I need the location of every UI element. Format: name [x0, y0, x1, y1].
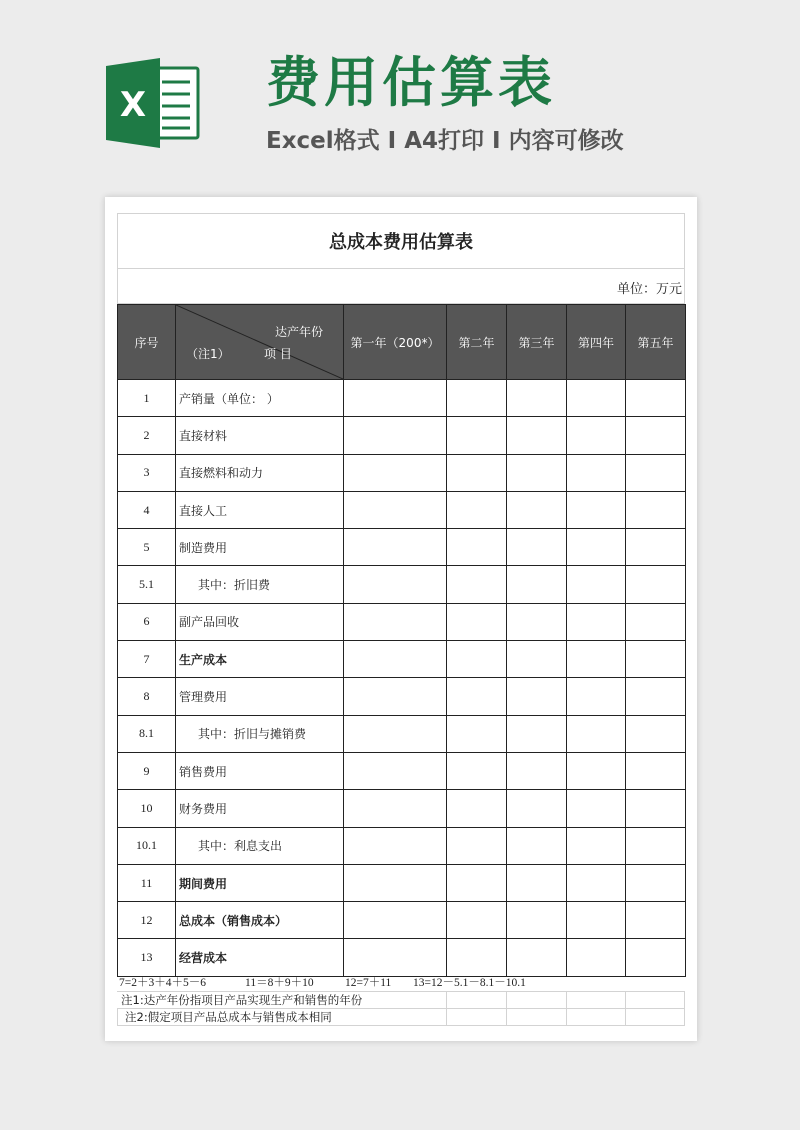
value-cell-year-3[interactable] — [507, 491, 567, 528]
header-diagonal-cell — [176, 305, 344, 380]
header-seq: 序号 — [118, 305, 176, 380]
value-cell-year-2[interactable] — [447, 417, 507, 454]
row-item: 生产成本 — [176, 641, 344, 678]
unit-label: 单位：万元 — [117, 268, 685, 304]
row-number: 5 — [118, 529, 176, 566]
row-number: 11 — [118, 864, 176, 901]
value-cell-year-1[interactable] — [344, 827, 447, 864]
row-item: 直接燃料和动力 — [176, 454, 344, 491]
row-number: 7 — [118, 641, 176, 678]
value-cell-year-5[interactable] — [626, 603, 686, 640]
row-number: 3 — [118, 454, 176, 491]
value-cell-year-5[interactable] — [626, 715, 686, 752]
row-number: 2 — [118, 417, 176, 454]
table-row — [118, 827, 686, 864]
value-cell-year-4[interactable] — [567, 380, 626, 417]
row-number: 13 — [118, 939, 176, 976]
table-row — [118, 939, 686, 976]
table-row — [118, 790, 686, 827]
row-item: 期间费用 — [176, 864, 344, 901]
row-item: 总成本（销售成本） — [176, 902, 344, 939]
table-row — [118, 752, 686, 789]
value-cell-year-1[interactable] — [344, 864, 447, 901]
row-number: 1 — [118, 380, 176, 417]
value-cell-year-5[interactable] — [626, 827, 686, 864]
value-cell-year-1[interactable] — [344, 454, 447, 491]
value-cell-year-2[interactable] — [447, 641, 507, 678]
value-cell-year-4[interactable] — [567, 454, 626, 491]
value-cell-year-2[interactable] — [447, 491, 507, 528]
value-cell-year-1[interactable] — [344, 678, 447, 715]
formula-row — [117, 975, 685, 992]
header-year-5: 第五年 — [626, 305, 686, 380]
header-year-1: 第一年（200*） — [344, 305, 447, 380]
table-row — [118, 641, 686, 678]
value-cell-year-5[interactable] — [626, 491, 686, 528]
value-cell-year-2[interactable] — [447, 529, 507, 566]
row-item: 制造费用 — [176, 529, 344, 566]
row-item: 副产品回收 — [176, 603, 344, 640]
row-item: 其中：折旧与摊销费 — [176, 715, 344, 752]
value-cell-year-1[interactable] — [344, 641, 447, 678]
header-year-2: 第二年 — [447, 305, 507, 380]
row-item: 管理费用 — [176, 678, 344, 715]
value-cell-year-3[interactable] — [507, 790, 567, 827]
value-cell-year-1[interactable] — [344, 566, 447, 603]
value-cell-year-5[interactable] — [626, 641, 686, 678]
value-cell-year-3[interactable] — [507, 715, 567, 752]
value-cell-year-3[interactable] — [507, 417, 567, 454]
value-cell-year-3[interactable] — [507, 641, 567, 678]
value-cell-year-1[interactable] — [344, 529, 447, 566]
value-cell-year-1[interactable] — [344, 939, 447, 976]
row-number: 8 — [118, 678, 176, 715]
value-cell-year-5[interactable] — [626, 790, 686, 827]
note-row-1 — [117, 992, 685, 1009]
row-number: 9 — [118, 752, 176, 789]
value-cell-year-4[interactable] — [567, 603, 626, 640]
value-cell-year-2[interactable] — [447, 715, 507, 752]
value-cell-year-4[interactable] — [567, 902, 626, 939]
row-item: 产销量（单位： ） — [176, 380, 344, 417]
header-year-3: 第三年 — [507, 305, 567, 380]
value-cell-year-2[interactable] — [447, 939, 507, 976]
value-cell-year-3[interactable] — [507, 454, 567, 491]
value-cell-year-4[interactable] — [567, 417, 626, 454]
value-cell-year-4[interactable] — [567, 752, 626, 789]
table-row — [118, 417, 686, 454]
value-cell-year-3[interactable] — [507, 603, 567, 640]
value-cell-year-1[interactable] — [344, 603, 447, 640]
value-cell-year-3[interactable] — [507, 678, 567, 715]
value-cell-year-4[interactable] — [567, 566, 626, 603]
value-cell-year-2[interactable] — [447, 827, 507, 864]
table-row — [118, 864, 686, 901]
value-cell-year-5[interactable] — [626, 454, 686, 491]
row-number: 10 — [118, 790, 176, 827]
value-cell-year-2[interactable] — [447, 902, 507, 939]
value-cell-year-3[interactable] — [507, 566, 567, 603]
row-number: 4 — [118, 491, 176, 528]
value-cell-year-4[interactable] — [567, 715, 626, 752]
value-cell-year-3[interactable] — [507, 529, 567, 566]
formula-4: 13=12－5.1－8.1－10.1 — [413, 977, 526, 989]
value-cell-year-5[interactable] — [626, 566, 686, 603]
value-cell-year-5[interactable] — [626, 752, 686, 789]
header-year-4: 第四年 — [567, 305, 626, 380]
value-cell-year-3[interactable] — [507, 827, 567, 864]
value-cell-year-5[interactable] — [626, 864, 686, 901]
spreadsheet — [117, 213, 685, 1025]
row-item: 销售费用 — [176, 752, 344, 789]
value-cell-year-3[interactable] — [507, 939, 567, 976]
value-cell-year-2[interactable] — [447, 678, 507, 715]
row-item: 直接人工 — [176, 491, 344, 528]
value-cell-year-1[interactable] — [344, 752, 447, 789]
table-row — [118, 380, 686, 417]
value-cell-year-5[interactable] — [626, 529, 686, 566]
row-item: 其中：利息支出 — [176, 827, 344, 864]
header-diag-top: 达产年份 — [274, 325, 323, 339]
note-row-2 — [117, 1009, 685, 1026]
table-row — [118, 529, 686, 566]
value-cell-year-5[interactable] — [626, 678, 686, 715]
excel-logo-icon — [104, 58, 204, 148]
value-cell-year-4[interactable] — [567, 864, 626, 901]
value-cell-year-5[interactable] — [626, 380, 686, 417]
value-cell-year-4[interactable] — [567, 641, 626, 678]
note-2: 注2:假定项目产品总成本与销售成本相同 — [125, 1010, 332, 1024]
cost-table — [117, 304, 686, 977]
header-diag-note: （注1） — [186, 347, 230, 361]
value-cell-year-3[interactable] — [507, 752, 567, 789]
formula-1: 7=2＋3＋4＋5－6 — [119, 977, 206, 989]
banner-title: 费用估算表 — [266, 51, 556, 114]
row-number: 5.1 — [118, 566, 176, 603]
value-cell-year-4[interactable] — [567, 790, 626, 827]
value-cell-year-2[interactable] — [447, 603, 507, 640]
row-item: 财务费用 — [176, 790, 344, 827]
table-row — [118, 491, 686, 528]
value-cell-year-4[interactable] — [567, 529, 626, 566]
value-cell-year-4[interactable] — [567, 491, 626, 528]
value-cell-year-2[interactable] — [447, 380, 507, 417]
table-row — [118, 566, 686, 603]
value-cell-year-2[interactable] — [447, 454, 507, 491]
formula-3: 12=7＋11 — [345, 977, 392, 989]
row-item: 经营成本 — [176, 939, 344, 976]
table-row — [118, 715, 686, 752]
value-cell-year-3[interactable] — [507, 380, 567, 417]
formula-2: 11＝8＋9＋10 — [245, 977, 314, 989]
row-item: 直接材料 — [176, 417, 344, 454]
banner-subtitle: Excel格式 I A4打印 I 内容可修改 — [266, 128, 624, 154]
value-cell-year-4[interactable] — [567, 939, 626, 976]
row-item: 其中：折旧费 — [176, 566, 344, 603]
value-cell-year-2[interactable] — [447, 790, 507, 827]
value-cell-year-2[interactable] — [447, 566, 507, 603]
value-cell-year-4[interactable] — [567, 678, 626, 715]
note-1: 注1:达产年份指项目产品实现生产和销售的年份 — [121, 993, 363, 1007]
value-cell-year-2[interactable] — [447, 864, 507, 901]
document-page — [105, 197, 697, 1041]
sheet-title: 总成本费用估算表 — [117, 213, 685, 268]
value-cell-year-5[interactable] — [626, 417, 686, 454]
value-cell-year-1[interactable] — [344, 715, 447, 752]
table-row — [118, 454, 686, 491]
table-row — [118, 678, 686, 715]
value-cell-year-1[interactable] — [344, 380, 447, 417]
value-cell-year-3[interactable] — [507, 864, 567, 901]
header-diag-item: 项 目 — [264, 347, 292, 361]
logo-letter: X — [119, 85, 147, 125]
value-cell-year-4[interactable] — [567, 827, 626, 864]
value-cell-year-1[interactable] — [344, 417, 447, 454]
value-cell-year-5[interactable] — [626, 902, 686, 939]
row-number: 12 — [118, 902, 176, 939]
row-number: 10.1 — [118, 827, 176, 864]
row-number: 6 — [118, 603, 176, 640]
value-cell-year-5[interactable] — [626, 939, 686, 976]
value-cell-year-1[interactable] — [344, 790, 447, 827]
value-cell-year-1[interactable] — [344, 902, 447, 939]
table-header-row — [118, 305, 686, 380]
value-cell-year-3[interactable] — [507, 902, 567, 939]
table-row — [118, 902, 686, 939]
row-number: 8.1 — [118, 715, 176, 752]
table-row — [118, 603, 686, 640]
value-cell-year-1[interactable] — [344, 491, 447, 528]
value-cell-year-2[interactable] — [447, 752, 507, 789]
